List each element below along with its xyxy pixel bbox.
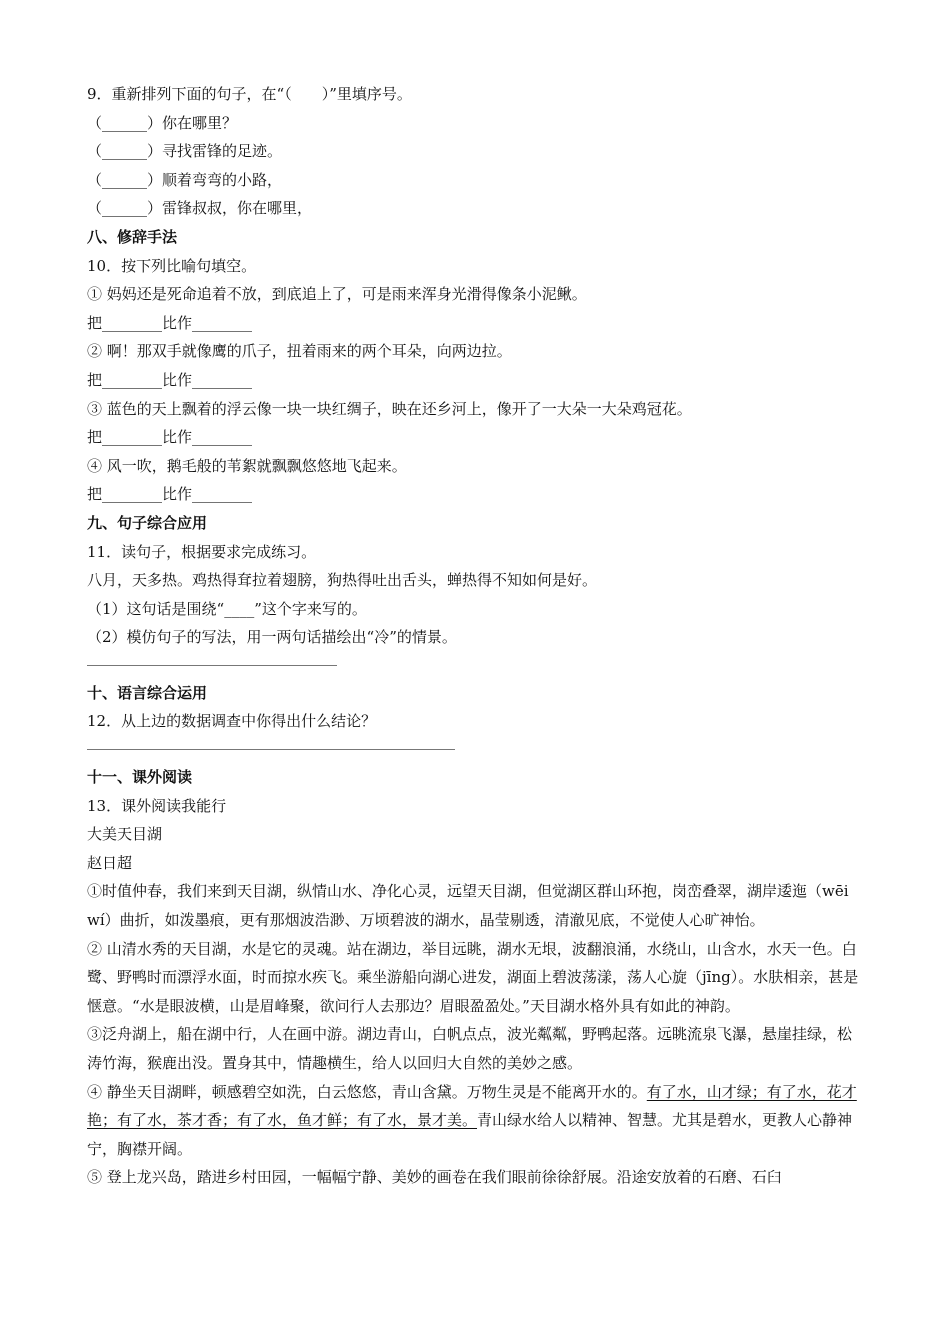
q10-blank-3: 把________比作________	[87, 428, 253, 447]
paragraph-4-underlined: 有了水，山才绿；有了水，花才艳；有了水，茶才香；有了水，鱼才鲜；有了水，景才美。	[87, 1082, 857, 1130]
q11-answer-line[interactable]	[87, 665, 337, 666]
paragraph-4	[87, 1078, 863, 1164]
q12-answer-line[interactable]	[87, 749, 455, 750]
paragraph-1: ①时值仲春，我们来到天目湖，纵情山水、净化心灵，远望天目湖，但觉湖区群山环抱，岗峦叠翠，湖岸逶迤（wēi wí）曲折，如泼墨痕，更有那烟波浩渺、万顷碧波的湖水，晶莹剔透，清澈见底，不觉使人心旷神怡。	[87, 882, 864, 930]
worksheet-page	[87, 80, 863, 1192]
q9-title: 9．重新排列下面的句子，在“（ ）”里填序号。	[87, 85, 412, 103]
section-8-heading: 八、修辞手法	[87, 227, 178, 246]
q11-sub-1: （1）这句话是围绕“____”这个字来写的。	[87, 599, 367, 618]
q10-sentence-1: ① 妈妈还是死命追着不放，到底追上了，可是雨来浑身光滑得像条小泥鳅。	[87, 285, 587, 304]
q11-sub-2: （2）模仿句子的写法，用一两句话描绘出“冷”的情景。	[87, 628, 457, 647]
paragraph-4-intro: ④ 静坐天目湖畔，顿感碧空如洗，白云悠悠，青山含黛。万物生灵是不能离开水的。	[87, 1082, 647, 1101]
paragraph-5: ⑤ 登上龙兴岛，踏进乡村田园，一幅幅宁静、美妙的画卷在我们眼前徐徐舒展。沿途安放着的石磨、石臼	[87, 1168, 782, 1187]
article-author: 赵日超	[87, 853, 133, 872]
q11-title: 11．读句子，根据要求完成练习。	[87, 542, 317, 561]
q10-sentence-4: ④ 风一吹，鹅毛般的苇絮就飘飘悠悠地飞起来。	[87, 456, 407, 475]
q9-item-3: （______）顺着弯弯的小路，	[87, 170, 283, 189]
q10-sentence-2: ② 啊！那双手就像鹰的爪子，扭着雨来的两个耳朵，向两边拉。	[87, 342, 512, 361]
paragraph-3: ③泛舟湖上，船在湖中行，人在画中游。湖边青山，白帆点点，波光粼粼，野鸭起落。远眺流泉飞瀑，悬崖挂绿，松涛竹海，猴鹿出没。置身其中，情趣横生，给人以回归大自然的美妙之感。	[87, 1025, 853, 1072]
q12-title: 12．从上边的数据调查中你得出什么结论？	[87, 712, 377, 731]
q9-item-4: （______）雷锋叔叔，你在哪里，	[87, 199, 313, 218]
paragraph-4-rest: 青山绿水给人以精神、智慧。尤其是碧水，更教人心静神宁，胸襟开阔。	[87, 1111, 853, 1158]
section-9-heading: 九、句子综合应用	[87, 513, 208, 532]
article-title: 大美天目湖	[87, 825, 163, 844]
q11-sentence: 八月，天多热。鸡热得耷拉着翅膀，狗热得吐出舌头，蝉热得不知如何是好。	[87, 571, 598, 590]
q13-title: 13．课外阅读我能行	[87, 796, 227, 815]
q10-blank-1: 把________比作________	[87, 313, 253, 332]
q9-item-1: （______）你在哪里？	[87, 113, 238, 132]
paragraph-2: ② 山清水秀的天目湖，水是它的灵魂。站在湖边，举目远眺，湖水无垠，波翻浪涌，水绕山，山含水，水天一色。白鹭、野鸭时而漂浮水面，时而掠水疾飞。乘坐游船向湖心进发，湖面上碧波荡漾，荡人心旋（jīng）。水肤相亲，甚是惬意。“水是眼波横，山是眉峰聚，欲问行人去那边？眉眼盈盈处。”天目湖水格外具有如此的神韵。	[87, 939, 859, 1015]
q10-blank-2: 把________比作________	[87, 370, 253, 389]
q10-title: 10．按下列比喻句填空。	[87, 256, 257, 275]
q10-blank-4: 把________比作________	[87, 485, 253, 504]
section-11-heading: 十一、课外阅读	[87, 768, 193, 787]
q9-item-2: （______）寻找雷锋的足迹。	[87, 142, 283, 161]
section-10-heading: 十、语言综合运用	[87, 683, 208, 702]
q10-sentence-3: ③ 蓝色的天上飘着的浮云像一块一块红绸子，映在还乡河上，像开了一大朵一大朵鸡冠花。	[87, 399, 692, 418]
